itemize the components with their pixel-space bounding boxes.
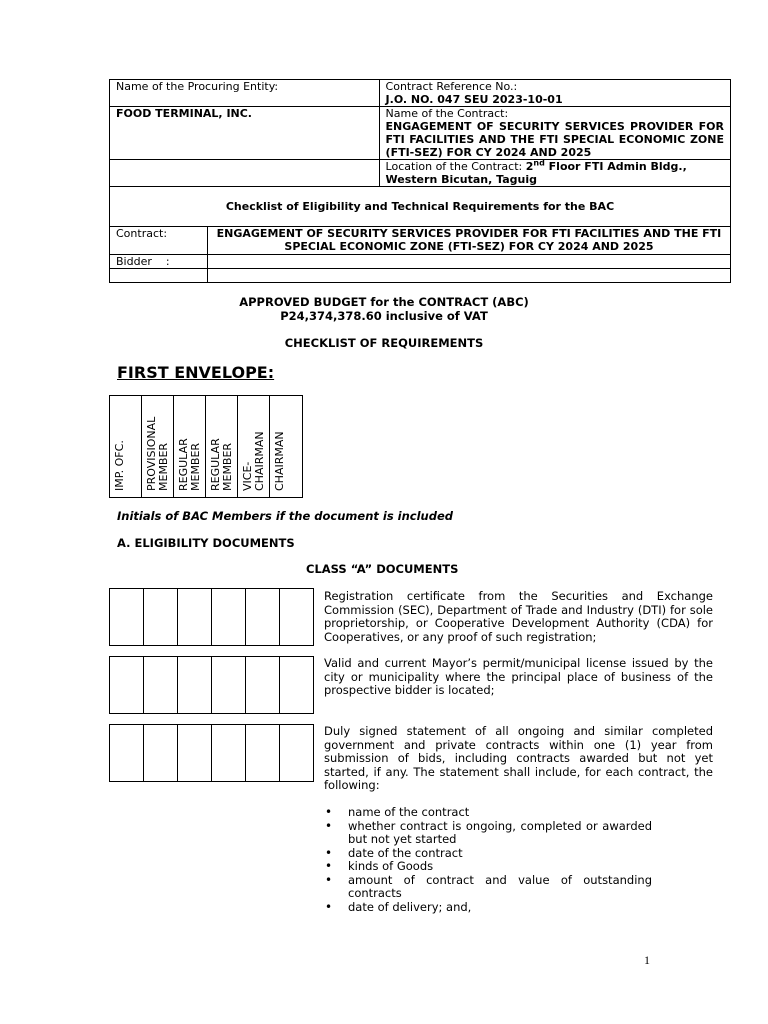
- requirement-item: Duly signed statement of all ongoing and similar completed government and private contracts within one (1) year from submission of bids, including contracts awarded but not yet started, if any. The statement shall include, for each contract, the following:: [324, 724, 713, 792]
- location-cell: [379, 160, 730, 187]
- bac-column: CHAIRMAN: [273, 431, 286, 491]
- initials-box[interactable]: [110, 589, 144, 645]
- initials-box[interactable]: [212, 589, 246, 645]
- empty-cell: [110, 160, 380, 187]
- list-item: • amount of contract and value of outstanding contracts: [324, 874, 652, 901]
- initials-note: Initials of BAC Members if the document is included: [117, 509, 454, 523]
- initials-checkbox-row[interactable]: [109, 724, 314, 782]
- initials-box[interactable]: [212, 657, 246, 713]
- initials-box[interactable]: [280, 589, 313, 645]
- ref-value: J.O. NO. 047 SEU 2023-10-01: [385, 93, 563, 106]
- initials-box[interactable]: [110, 657, 144, 713]
- abc-block: [180, 295, 588, 323]
- initials-box[interactable]: [280, 657, 313, 713]
- envelope-title: FIRST ENVELOPE:: [117, 363, 275, 382]
- initials-box[interactable]: [110, 725, 144, 781]
- initials-box[interactable]: [178, 589, 212, 645]
- initials-box[interactable]: [144, 657, 178, 713]
- bac-column: PROVISIONAL MEMBER: [142, 396, 174, 497]
- initials-box[interactable]: [246, 589, 280, 645]
- list-item: • kinds of Goods: [324, 860, 652, 874]
- requirement-item: Registration certificate from the Securities and Exchange Commission (SEC), Department of Trade and Industry (DTI) for sole proprietorship, or Cooperative Development Authority (CDA) for Cooperatives, or any proof of such registration;: [324, 589, 713, 644]
- initials-checkbox-row[interactable]: [109, 588, 314, 646]
- location-label: Location of the Contract:: [385, 160, 523, 173]
- checklist-title: Checklist of Eligibility and Technical Requirements for the BAC: [110, 187, 731, 227]
- initials-box[interactable]: [246, 657, 280, 713]
- initials-checkbox-row[interactable]: [109, 656, 314, 714]
- abc-line1: APPROVED BUDGET for the CONTRACT (ABC): [239, 295, 529, 309]
- bac-column: REGULAR MEMBER: [206, 396, 238, 497]
- contract-value: ENGAGEMENT OF SECURITY SERVICES PROVIDER FOR FTI FACILITIES AND THE FTI SPECIAL ECONOMIC ZONE (FTI-SEZ) FOR CY 2024 AND 2025: [207, 227, 730, 255]
- requirement-item: Valid and current Mayor’s permit/municipal license issued by the city or municipality where the principal place of business of the prospective bidder is located;: [324, 656, 713, 697]
- entity-label: Name of the Procuring Entity:: [116, 80, 279, 93]
- contract-label: Contract:: [110, 227, 208, 255]
- list-item: • name of the contract: [324, 806, 652, 820]
- initials-box[interactable]: [212, 725, 246, 781]
- initials-box[interactable]: [178, 657, 212, 713]
- initials-box[interactable]: [280, 725, 313, 781]
- ref-label: Contract Reference No.:: [385, 80, 518, 93]
- bidder-value: [207, 255, 730, 269]
- entity-label-cell: [110, 80, 380, 107]
- contract-details-list: [324, 806, 652, 914]
- ref-cell: [379, 80, 730, 107]
- header-table: [109, 79, 731, 283]
- list-item: • date of the contract: [324, 847, 652, 861]
- list-item: • whether contract is ongoing, completed or awarded but not yet started: [324, 820, 652, 847]
- bidder-label: Bidder :: [110, 255, 208, 269]
- blank-left: [110, 269, 208, 283]
- bac-column: REGULAR MEMBER: [174, 396, 206, 497]
- bac-columns-header: [109, 395, 303, 498]
- contract-name-label: Name of the Contract:: [385, 107, 509, 120]
- page-number: 1: [644, 953, 650, 967]
- list-item: • date of delivery; and,: [324, 901, 652, 915]
- bac-column: IMP. OFC.: [110, 396, 142, 497]
- abc-line2: P24,374,378.60 inclusive of VAT: [280, 309, 488, 323]
- entity-name: FOOD TERMINAL, INC.: [110, 107, 380, 160]
- class-a-heading: CLASS “A” DOCUMENTS: [306, 562, 459, 576]
- initials-box[interactable]: [144, 725, 178, 781]
- section-a-heading: A. ELIGIBILITY DOCUMENTS: [117, 536, 295, 550]
- initials-box[interactable]: [144, 589, 178, 645]
- checklist-heading: CHECKLIST OF REQUIREMENTS: [284, 336, 484, 350]
- contract-name-cell: [379, 107, 730, 160]
- bac-column: VICE- CHAIRMAN: [238, 396, 270, 497]
- initials-box[interactable]: [178, 725, 212, 781]
- blank-right: [207, 269, 730, 283]
- location-value: 2nd Floor FTI Admin Bldg., Western Bicutan, Taguig: [385, 158, 687, 186]
- initials-box[interactable]: [246, 725, 280, 781]
- contract-name: ENGAGEMENT OF SECURITY SERVICES PROVIDER FOR FTI FACILITIES AND THE FTI SPECIAL ECONOMIC ZONE (FTI-SEZ) FOR CY 2024 AND 2025: [385, 120, 724, 159]
